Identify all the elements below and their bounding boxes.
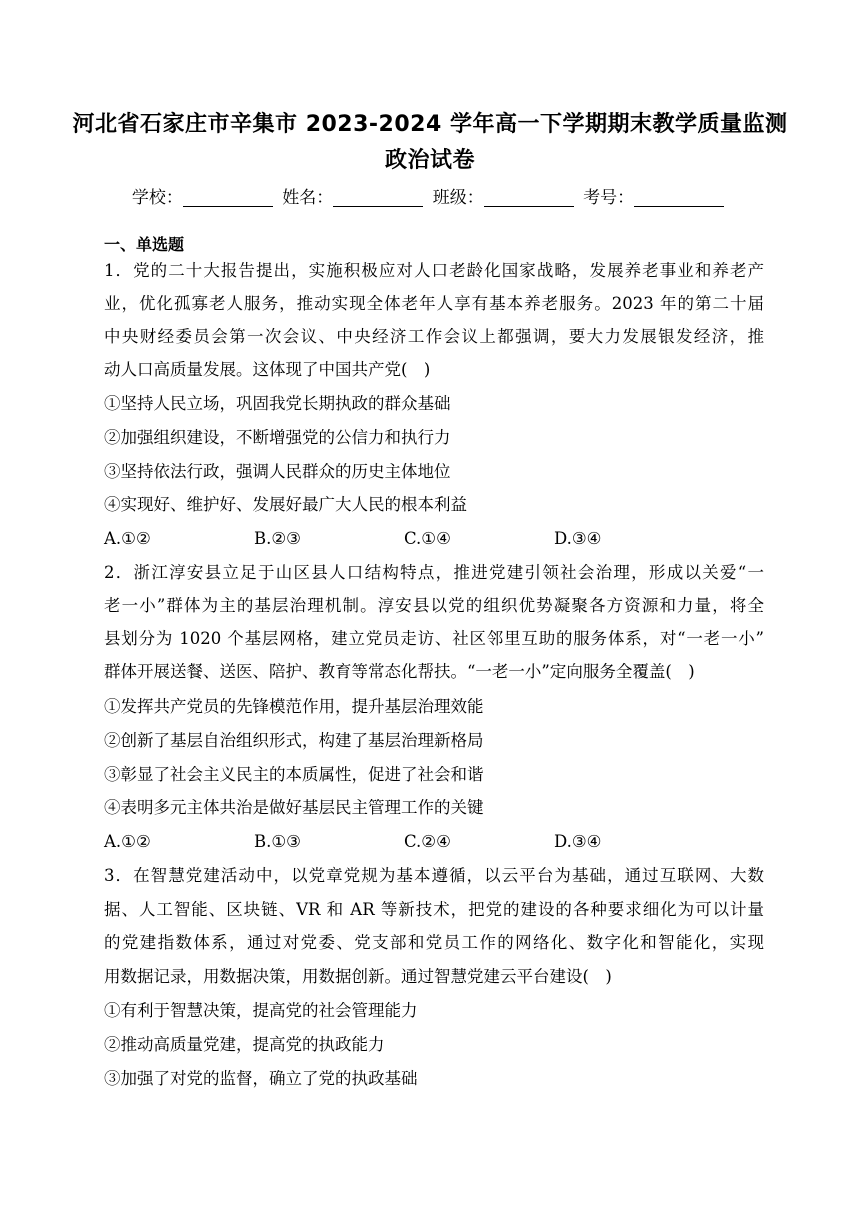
q2-line: 县划分为 1020 个基层网格，建立党员走访、社区邻里互助的服务体系，对“一老一小”	[104, 629, 764, 648]
option-b[interactable]: B.①③	[254, 832, 301, 851]
q1-line: 业，优化孤寡老人服务，推动实现全体老年人享有基本养老服务。2023 年的第二十届	[104, 294, 764, 313]
option-a[interactable]: A.①②	[104, 832, 151, 851]
option-d[interactable]: D.③④	[554, 832, 602, 851]
q3-item: ③加强了对党的监督，确立了党的执政基础	[104, 1069, 418, 1088]
number-label: 考号：	[583, 188, 635, 208]
q2-line: 2．浙江淳安县立足于山区县人口结构特点，推进党建引领社会治理，形成以关爱“一	[104, 563, 764, 582]
option-c[interactable]: C.②④	[404, 832, 451, 851]
class-label: 班级：	[432, 188, 484, 208]
q3-line: 3．在智慧党建活动中，以党章党规为基本遵循，以云平台为基础，通过互联网、大数	[104, 866, 764, 885]
q3-line: 的党建指数体系，通过对党委、党支部和党员工作的网络化、数字化和智能化，实现	[104, 933, 764, 952]
name-blank[interactable]	[333, 188, 423, 207]
q3-line: 用数据记录，用数据决策，用数据创新。通过智慧党建云平台建设( )	[104, 967, 612, 986]
page-subtitle: 政治试卷	[384, 148, 475, 173]
q1-item: ④实现好、维护好、发展好最广大人民的根本利益	[104, 495, 467, 514]
q3-item: ②推动高质量党建，提高党的执政能力	[104, 1035, 385, 1054]
q1-line: 中央财经委员会第一次会议、中央经济工作会议上都强调，要大力发展银发经济，推	[104, 327, 764, 346]
q2-line: 群体开展送餐、送医、陪护、教育等常态化帮扶。“一老一小”定向服务全覆盖( )	[104, 662, 695, 681]
option-b[interactable]: B.②③	[254, 529, 301, 548]
option-a[interactable]: A.①②	[104, 529, 151, 548]
q1-item: ③坚持依法行政，强调人民群众的历史主体地位	[104, 462, 451, 481]
name-label: 姓名：	[282, 188, 334, 208]
q1-line: 动人口高质量发展。这体现了中国共产党( )	[104, 360, 431, 379]
option-d[interactable]: D.③④	[554, 529, 602, 548]
q2-line: 老一小”群体为主的基层治理机制。淳安县以党的组织优势凝聚各方资源和力量，将全	[104, 596, 764, 615]
q1-line: 1．党的二十大报告提出，实施积极应对人口老龄化国家战略，发展养老事业和养老产	[104, 261, 764, 280]
school-blank[interactable]	[183, 188, 273, 207]
q2-item: ④表明多元主体共治是做好基层民主管理工作的关键	[104, 798, 484, 817]
student-info-row	[0, 183, 860, 208]
q2-item: ③彰显了社会主义民主的本质属性，促进了社会和谐	[104, 765, 484, 784]
q3-line: 据、人工智能、区块链、VR 和 AR 等新技术，把党的建设的各种要求细化为可以计量	[104, 900, 764, 919]
number-blank[interactable]	[634, 188, 724, 207]
option-c[interactable]: C.①④	[404, 529, 451, 548]
q2-item: ②创新了基层自治组织形式，构建了基层治理新格局	[104, 731, 484, 750]
section-heading: 一、单选题	[104, 235, 185, 254]
q3-item: ①有利于智慧决策，提高党的社会管理能力	[104, 1001, 418, 1020]
q1-item: ②加强组织建设，不断增强党的公信力和执行力	[104, 428, 451, 447]
page-title: 河北省石家庄市辛集市 2023-2024 学年高一下学期期末教学质量监测	[72, 112, 788, 137]
q1-item: ①坚持人民立场，巩固我党长期执政的群众基础	[104, 394, 451, 413]
class-blank[interactable]	[484, 188, 574, 207]
q2-item: ①发挥共产党员的先锋模范作用，提升基层治理效能	[104, 697, 484, 716]
school-label: 学校：	[131, 188, 183, 208]
